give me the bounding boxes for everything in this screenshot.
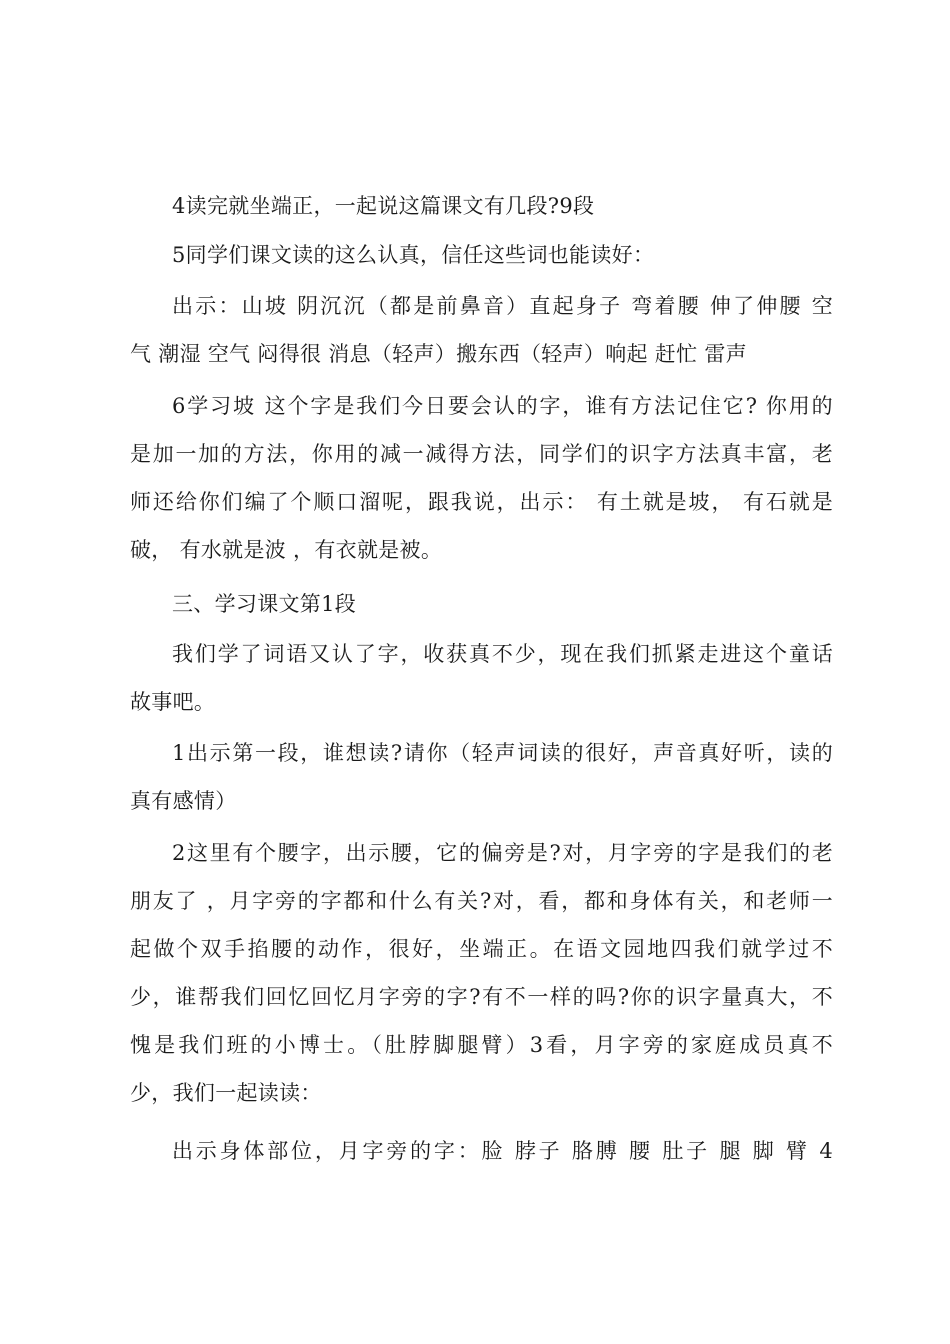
text-line: 愧是我们班的小博士。（肚脖脚腿臂）3看，月字旁的家庭成员真不 [130,1033,833,1057]
text-line: 出示：山坡 阴沉沉（都是前鼻音）直起身子 弯着腰 伸了伸腰 空 [172,294,833,318]
paragraph-enter-story [130,630,833,726]
paragraph-read-and-count [130,182,833,230]
paragraph-word-list [130,282,833,378]
text-line: 出示身体部位，月字旁的字：脸 脖子 胳膊 腰 肚子 腿 脚 臂 4 [172,1139,833,1163]
text-line: 故事吧。 [130,690,216,714]
text-line: 破， 有水就是波 ，有衣就是被。 [130,538,443,562]
paragraph-waist-character [130,829,833,1117]
paragraph-body-parts [130,1127,833,1175]
text-line: 4读完就坐端正，一起说这篇课文有几段?9段 [172,194,595,218]
paragraph-show-first-section [130,729,833,825]
text-line: 师还给你们编了个顺口溜呢，跟我说，出示： 有土就是坡， 有石就是 [130,490,833,514]
text-line: 少，谁帮我们回忆回忆月字旁的字?有不一样的吗?你的识字量真大，不 [130,985,833,1009]
text-line: 少，我们一起读读： [130,1081,322,1105]
text-line: 三、学习课文第1段 [172,592,357,616]
text-line: 我们学了词语又认了字，收获真不少，现在我们抓紧走进这个童话 [172,642,833,666]
text-line: 真有感情） [130,789,237,813]
text-line: 气 潮湿 空气 闷得很 消息（轻声）搬东西（轻声）响起 赶忙 雷声 [130,342,747,366]
text-line: 是加一加的方法，你用的减一减得方法，同学们的识字方法真丰富，老 [130,442,833,466]
text-line: 6学习坡 这个字是我们今日要会认的字，谁有方法记住它? 你用的 [172,394,833,418]
section-heading [130,580,833,628]
text-line: 朋友了 ，月字旁的字都和什么有关?对，看，都和身体有关，和老师一 [130,889,833,913]
text-line: 起做个双手掐腰的动作，很好，坐端正。在语文园地四我们就学过不 [130,937,833,961]
paragraph-read-words [130,231,833,279]
paragraph-learn-po [130,382,833,574]
text-line: 1出示第一段，谁想读?请你（轻声词读的很好，声音真好听，读的 [172,741,833,765]
text-line: 2这里有个腰字，出示腰，它的偏旁是?对，月字旁的字是我们的老 [172,841,833,865]
text-line: 5同学们课文读的这么认真，信任这些词也能读好： [172,243,655,267]
